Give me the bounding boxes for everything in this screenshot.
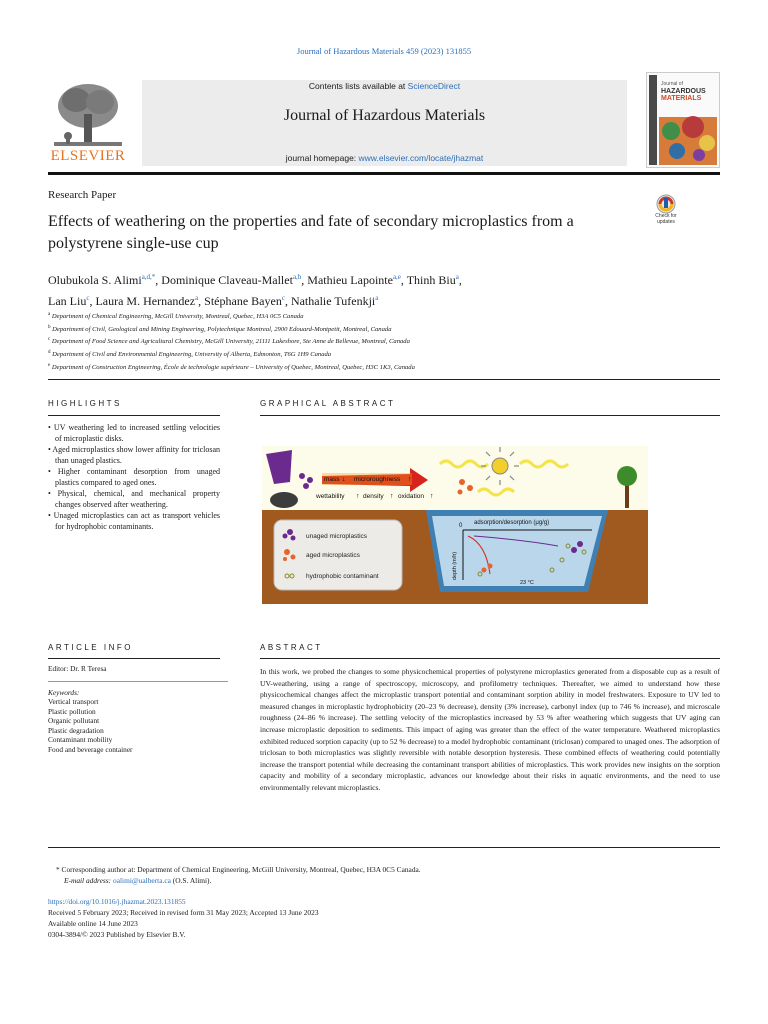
homepage-link[interactable]: www.elsevier.com/locate/jhazmat: [358, 153, 484, 163]
author-affiliation-marker[interactable]: c: [281, 294, 285, 302]
author[interactable]: [307, 273, 406, 287]
email-link[interactable]: oalimi@ualberta.ca: [113, 876, 171, 885]
article-info-rule: [48, 658, 220, 659]
author[interactable]: [48, 294, 95, 308]
ga-aged-particle: [482, 568, 487, 573]
affiliation-key: c: [48, 337, 51, 343]
ga-unaged-particle: [577, 541, 583, 547]
article-info-heading: ARTICLE INFO: [48, 643, 133, 652]
elsevier-logo: [48, 78, 128, 166]
ga-arrow-up-wettability-icon: ↑: [356, 493, 360, 500]
ga-label-density: density: [363, 493, 384, 500]
affiliation: [48, 323, 668, 336]
ga-legend-aged-marker: [291, 555, 296, 560]
author-affiliation-marker[interactable]: a,d,*: [141, 273, 156, 281]
author-separator: ,: [89, 294, 96, 308]
highlight-text: Physical, chemical, and mechanical property changes observed after weathering.: [55, 489, 220, 509]
highlight-text: Higher contaminant desorption from unaged plastics compared to aged ones.: [55, 467, 220, 487]
ga-arrow-up-density-icon: ↑: [390, 493, 394, 500]
graphical-abstract-heading: GRAPHICAL ABSTRACT: [260, 399, 396, 408]
author-name: Nathalie Tufenkji: [290, 294, 376, 308]
affiliation: [48, 348, 668, 361]
keyword: Vertical transport: [48, 697, 99, 706]
author[interactable]: [48, 273, 161, 287]
author-separator: ,: [198, 294, 205, 308]
corresponding-author-note: * Corresponding author at: Department of Chemical Engineering, McGill University, Montreal, Quebec, H3A 0C5 Canada.: [56, 865, 421, 874]
article-title: Effects of weathering on the properties and fate of secondary microplastics from a polystyrene single-use cup: [48, 213, 574, 252]
journal-banner: [142, 80, 627, 166]
author-separator: ,: [301, 273, 308, 287]
ga-particle: [299, 473, 305, 479]
affiliation-text: Department of Food Science and Agricultural Chemistry, McGill University, 21111 Lakeshore, Ste Anne de Bellevue, Montreal, Canada: [51, 338, 410, 346]
author-affiliation-marker[interactable]: a,b: [292, 273, 302, 281]
author-separator: ,: [458, 273, 462, 287]
section-rule: [48, 379, 720, 380]
ga-sky: [262, 446, 648, 516]
affiliation: [48, 361, 668, 374]
ga-rock: [270, 492, 298, 508]
footer: [48, 864, 720, 940]
ga-aged-particle: [488, 564, 493, 569]
sciencedirect-link[interactable]: ScienceDirect: [407, 81, 461, 91]
available-online: Available online 14 June 2023: [48, 919, 138, 928]
ga-label-microroughness: microroughness: [354, 476, 401, 483]
author[interactable]: [95, 294, 204, 308]
author-name: Olubukola S. Alimi: [48, 273, 142, 287]
keywords-label: Keywords:: [48, 687, 80, 697]
ga-axis-origin: 0: [459, 523, 463, 529]
affiliation-text: Department of Construction Engineering, École de technologie supérieure – University of Quebec, Montreal, Quebec, H3C 1K3, Canada: [51, 363, 415, 371]
ga-label-mass: mass: [324, 476, 340, 483]
contents-line: [142, 81, 627, 91]
highlight-text: UV weathering led to increased settling velocities of microplastic disks.: [53, 423, 220, 443]
author-affiliation-marker[interactable]: a: [375, 294, 379, 302]
author-affiliation-marker[interactable]: a,e: [392, 273, 401, 281]
email-suffix: (O.S. Alimi).: [170, 876, 212, 885]
author-name: Thinh Biu: [406, 273, 456, 287]
ga-particle: [303, 483, 309, 489]
author-separator: ,: [400, 273, 407, 287]
ga-axis-label-depth: depth (m/h): [452, 551, 458, 580]
homepage-prefix: journal homepage:: [285, 153, 359, 163]
author-affiliation-marker[interactable]: a: [455, 273, 459, 281]
highlight-text: Unaged microplastics can act as transport vehicles for hydrophobic contaminants.: [53, 511, 220, 531]
ga-legend-unaged: unaged microplastics: [306, 533, 368, 540]
footer-rule: [48, 847, 720, 848]
affiliation-list: [48, 310, 668, 373]
elsevier-wordmark: ELSEVIER: [50, 148, 126, 164]
affiliation-text: Department of Civil and Environmental Engineering, University of Alberta, Edmonton, T6G 1H9 Canada: [52, 351, 332, 359]
keyword: Food and beverage container: [48, 744, 133, 754]
affiliation-key: d: [48, 350, 51, 356]
email-label: E-mail address:: [64, 876, 112, 885]
cover-journal-of: Journal of: [661, 81, 683, 87]
highlight-item: • Higher contaminant desorption from unaged plastics compared to aged ones.: [48, 467, 220, 487]
graphical-abstract-figure: [262, 420, 648, 610]
affiliation-key: a: [48, 312, 51, 317]
keyword: Contaminant mobility: [48, 735, 113, 744]
article-type: Research Paper: [48, 189, 117, 201]
author[interactable]: [291, 294, 378, 308]
author-name: Dominique Claveau-Mallet: [161, 273, 293, 287]
affiliation-text: Department of Civil, Geological and Mining Engineering, Polytechnique Montreal, 2900 Edouard-Montpetit, Montreal, Canada: [52, 325, 392, 333]
author-separator: ,: [155, 273, 162, 287]
ga-aged-particle: [458, 490, 463, 495]
article-info: [48, 664, 228, 754]
ga-unaged-particle: [571, 547, 577, 553]
author[interactable]: [407, 273, 462, 287]
email-line: [48, 875, 720, 886]
ga-temperature-label: 23 °C: [520, 580, 534, 586]
ga-legend-contaminant: hydrophobic contaminant: [306, 573, 379, 580]
contents-prefix: Contents lists available at: [308, 81, 408, 91]
affiliation: [48, 310, 668, 323]
journal-homepage-line: [142, 153, 627, 163]
copyright: 0304-3894/© 2023 Published by Elsevier B.V.: [48, 930, 186, 939]
author-separator: ,: [284, 294, 291, 308]
author-affiliation-marker[interactable]: a: [195, 294, 199, 302]
affiliation-text: Department of Chemical Engineering, McGill University, Montreal, Quebec, H3A 0C5 Canada: [51, 313, 304, 321]
highlight-item: • Unaged microplastics can act as transport vehicles for hydrophobic contaminants.: [48, 511, 220, 531]
doi-link[interactable]: https://doi.org/10.1016/j.jhazmat.2023.131855: [48, 897, 186, 906]
highlights-heading: HIGHLIGHTS: [48, 399, 122, 408]
highlight-text: Aged microplastics show lower affinity for triclosan than unaged plastics.: [52, 445, 221, 465]
ga-legend-aged: aged microplastics: [306, 552, 360, 559]
keyword: Organic pollutant: [48, 716, 100, 725]
author[interactable]: [161, 273, 307, 287]
ga-arrow-up-oxidation-icon: ↑: [430, 493, 434, 500]
graphical-abstract-rule: [260, 415, 720, 416]
ga-axis-label-adsorption: adsorption/desorption (μg/g): [474, 520, 550, 526]
ga-particle: [307, 477, 313, 483]
abstract-text: In this work, we probed the changes to some physicochemical properties of polystyrene microplastics generated from a disposable cup as a result of UV-weathering, using a range of spectroscopy, microscopy, and profilometry techniques. Thereafter, we aimed to understand how these physicochemical changes affect the microplastic transport potential and contaminant sorption ability in model freshwaters. Exposure to UV led to measured changes in microplastic hydrophobicity (20–23 % decrease), density (3% increase), carbonyl index (up to 746 % increase), and microscale roughness (24–86 % increase). The settling velocity of the microplastics increased by 53 % after weathering which suggests that UV aging can increase microplastic deposition to sediments. This impact of aging was greater than the effect of the water temperature. Weathered microplastics exhibited reduced sorption capacity (up to 52 % decrease) to a model hydrophobic contaminant (triclosan) compared to unaged ones. The adsorption of triclosan to both microplastics was slightly reversible with notable desorption hysteresis. These combined effects of weathering could potentially increase the transport potential while decreasing the contaminant transport abilities of microplastics. This work provides new insights on the sorption capacity and mobility of a secondary microplastic, advances our knowledge about their risks in aquatic environments, and the need to use environmentally relevant microplastics.: [260, 667, 720, 792]
affiliation-key: b: [48, 324, 51, 330]
ga-tree-icon: [617, 466, 637, 486]
ga-label-wettability: wettability: [316, 493, 345, 500]
author-name: Mathieu Lapointe: [307, 273, 393, 287]
abstract-heading: ABSTRACT: [260, 643, 323, 652]
article-info-divider: [48, 681, 228, 683]
keyword: Plastic degradation: [48, 725, 104, 735]
author-name: Lan Liu: [48, 294, 87, 308]
journal-cover-image: [646, 72, 720, 168]
corresponding-author-text: Corresponding author at: Department of Chemical Engineering, McGill University, Montreal, Quebec, H3A 0C5 Canada.: [61, 865, 421, 874]
ga-legend-aged-marker: [284, 549, 290, 555]
ga-legend-unaged-marker: [287, 529, 293, 535]
highlights-rule: [48, 415, 220, 416]
ga-label-oxidation: oxidation: [398, 493, 425, 500]
author-list: [48, 268, 648, 310]
check-for-updates-label: Check for updates: [655, 213, 677, 225]
highlights-list: [48, 422, 220, 532]
highlight-item: • Physical, chemical, and mechanical property changes observed after weathering.: [48, 489, 220, 509]
ga-legend-unaged-marker: [291, 536, 296, 541]
journal-citation[interactable]: Journal of Hazardous Materials 459 (2023) 131855: [296, 46, 472, 56]
ga-legend-aged-marker: [283, 557, 287, 561]
ga-arrow-down-mass-icon: ↓: [342, 476, 346, 483]
author-name: Stéphane Bayen: [204, 294, 282, 308]
abstract-rule: [260, 658, 720, 659]
ga-aged-particle: [459, 479, 465, 485]
ga-aged-particle: [467, 485, 473, 491]
author-name: Laura M. Hernandez: [95, 294, 196, 308]
cover-hazardous: HAZARDOUS: [661, 88, 706, 95]
cover-materials: MATERIALS: [661, 95, 702, 102]
ga-sun-icon: [492, 458, 508, 474]
footer-spacer: [48, 886, 720, 896]
editor: Editor: Dr. R Teresa: [48, 664, 107, 673]
keyword: Plastic pollution: [48, 706, 96, 716]
journal-title: Journal of Hazardous Materials: [283, 107, 486, 124]
highlight-item: • Aged microplastics show lower affinity for triclosan than unaged plastics.: [48, 445, 221, 465]
highlight-item: • UV weathering led to increased settling velocities of microplastic disks.: [48, 423, 220, 443]
ga-arrow-up-microroughness-icon: ↑: [408, 476, 412, 483]
author[interactable]: [204, 294, 291, 308]
received-dates: Received 5 February 2023; Received in revised form 31 May 2023; Accepted 13 June 2023: [48, 908, 319, 917]
header-rule: [48, 172, 720, 175]
author-affiliation-marker[interactable]: c: [86, 294, 90, 302]
affiliation: [48, 335, 668, 348]
ga-legend-unaged-marker: [283, 534, 288, 539]
affiliation-key: e: [48, 362, 51, 368]
